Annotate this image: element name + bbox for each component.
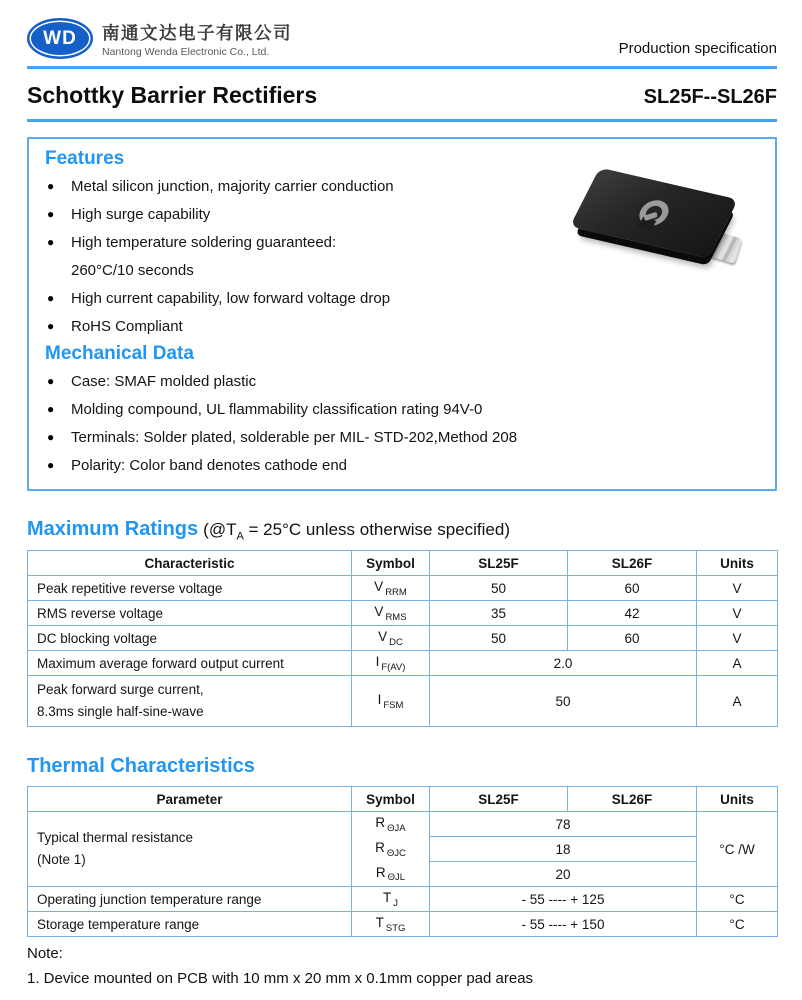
- company-names: [102, 20, 292, 58]
- table-row: [28, 576, 778, 601]
- feature-text: RoHS Compliant: [71, 317, 183, 335]
- col-symbol: Symbol: [352, 787, 430, 812]
- cell-units: A: [697, 676, 778, 727]
- col-units: Units: [697, 787, 778, 812]
- cell-symbol: T $_J$: [352, 887, 430, 912]
- datasheet-page: [27, 0, 777, 991]
- divider-rule-top: [27, 66, 777, 69]
- mechanical-text: Polarity: Color band denotes cathode end: [71, 456, 348, 474]
- table-row: [28, 887, 778, 912]
- table-header-row: [28, 787, 778, 812]
- col-sl25f: SL25F: [430, 551, 568, 576]
- features-box: [27, 137, 777, 491]
- table-row: [28, 812, 778, 837]
- table-row: [28, 601, 778, 626]
- cell-symbol: I $_{FSM}$: [352, 676, 430, 727]
- cell-parameter: Typical thermal resistance (Note 1): [28, 812, 352, 887]
- thermal-characteristics-heading: Thermal Characteristics: [27, 755, 255, 778]
- table-row: [28, 626, 778, 651]
- cell-symbol: T $_{STG}$: [352, 912, 430, 937]
- mechanical-text: Case: SMAF molded plastic: [71, 372, 257, 390]
- bullet-icon: ●: [47, 235, 55, 249]
- cell-value-span: - 55 ---- + 125: [430, 887, 697, 912]
- company-name-english: Nantong Wenda Electronic Co., Ltd.: [102, 45, 270, 58]
- cell-symbol: V $_{RRM}$: [352, 576, 430, 601]
- features-heading: Features: [45, 148, 125, 169]
- cell-symbol: R $_{\Theta JA}$: [352, 812, 430, 837]
- cell-units: A: [697, 651, 778, 676]
- note-title: Note:: [27, 945, 63, 963]
- cell-sl26f: 60: [568, 626, 697, 651]
- bullet-icon: ●: [47, 291, 55, 305]
- col-characteristic: Characteristic: [28, 551, 352, 576]
- cell-units: °C: [697, 887, 778, 912]
- mechanical-item: [45, 423, 775, 451]
- table-header-row: [28, 551, 778, 576]
- bullet-icon: ●: [47, 374, 55, 388]
- cell-value-span: 50: [430, 676, 697, 727]
- mechanical-item: [45, 367, 775, 395]
- cell-value-span: - 55 ---- + 150: [430, 912, 697, 937]
- wd-logo-icon: WD: [27, 18, 93, 59]
- col-parameter: Parameter: [28, 787, 352, 812]
- bullet-icon: ●: [47, 319, 55, 333]
- maximum-ratings-heading: [27, 518, 777, 542]
- spec-label: Production specification: [618, 40, 777, 57]
- cell-symbol: R $_{\Theta JC}$: [352, 837, 430, 862]
- cell-value-span: 18: [430, 837, 697, 862]
- brand-mark-icon: [637, 196, 671, 229]
- feature-item: [45, 312, 775, 340]
- company-logo: [27, 18, 292, 59]
- cell-characteristic: Maximum average forward output current: [28, 651, 352, 676]
- cell-units: V: [697, 601, 778, 626]
- cell-units: °C /W: [697, 812, 778, 887]
- package-top-face: [570, 168, 738, 259]
- title-row: [27, 82, 777, 109]
- col-sl25f: SL25F: [430, 787, 568, 812]
- feature-text: High surge capability: [71, 205, 211, 223]
- cell-sl26f: 42: [568, 601, 697, 626]
- cell-characteristic: DC blocking voltage: [28, 626, 352, 651]
- feature-text: Metal silicon junction, majority carrier conduction: [71, 177, 394, 195]
- smaf-package-image: [571, 157, 761, 285]
- cell-units: V: [697, 576, 778, 601]
- cell-value-span: 2.0: [430, 651, 697, 676]
- cell-sl26f: 60: [568, 576, 697, 601]
- divider-rule-title: [27, 119, 777, 122]
- thermal-characteristics-table: [27, 786, 778, 937]
- mechanical-text: Terminals: Solder plated, solderable per MIL- STD-202,Method 208: [71, 428, 518, 446]
- cell-symbol: V $_{RMS}$: [352, 601, 430, 626]
- cell-symbol: R $_{\Theta JL}$: [352, 862, 430, 887]
- package-body: [570, 168, 738, 259]
- cell-parameter: Operating junction temperature range: [28, 887, 352, 912]
- mechanical-data-heading: Mechanical Data: [45, 343, 194, 364]
- maximum-ratings-title: Maximum Ratings: [27, 518, 199, 540]
- feature-item: [45, 284, 775, 312]
- cell-characteristic: Peak repetitive reverse voltage: [28, 576, 352, 601]
- table-row: [28, 912, 778, 937]
- cell-sl25f: 35: [430, 601, 568, 626]
- table-row: [28, 651, 778, 676]
- mechanical-text: Molding compound, UL flammability classification rating 94V-0: [71, 400, 483, 418]
- table-row: [28, 676, 778, 727]
- col-sl26f: SL26F: [568, 551, 697, 576]
- ratings-condition: ($@T_A = 25^\circ C$ unless otherwise specified): [203, 520, 510, 543]
- bullet-icon: ●: [47, 430, 55, 444]
- cell-sl25f: 50: [430, 576, 568, 601]
- page-title: Schottky Barrier Rectifiers: [27, 82, 318, 108]
- col-units: Units: [697, 551, 778, 576]
- bullet-icon: ●: [47, 179, 55, 193]
- cell-symbol: I $_{F(AV)}$: [352, 651, 430, 676]
- feature-text: High temperature soldering guaranteed:: [71, 233, 337, 251]
- bullet-icon: ●: [47, 402, 55, 416]
- cell-units: V: [697, 626, 778, 651]
- cell-symbol: V $_{DC}$: [352, 626, 430, 651]
- feature-text: 260°C/10 seconds: [71, 261, 194, 279]
- cell-value-span: 78: [430, 812, 697, 837]
- part-number-range: SL25F--SL26F: [643, 86, 777, 108]
- note-item: 1. Device mounted on PCB with 10 mm x 20 mm x 0.1mm copper pad areas: [27, 970, 534, 988]
- company-name-chinese: 南通文达电子有限公司: [102, 22, 292, 43]
- mechanical-item: [45, 395, 775, 423]
- feature-text: High current capability, low forward voltage drop: [71, 289, 391, 307]
- col-symbol: Symbol: [352, 551, 430, 576]
- cell-characteristic: Peak forward surge current, 8.3ms single half-sine-wave: [28, 676, 352, 727]
- mechanical-item: [45, 451, 775, 479]
- header: [27, 18, 777, 59]
- cell-sl25f: 50: [430, 626, 568, 651]
- bullet-icon: ●: [47, 207, 55, 221]
- cell-characteristic: RMS reverse voltage: [28, 601, 352, 626]
- maximum-ratings-table: [27, 550, 778, 727]
- bullet-icon: ●: [47, 458, 55, 472]
- cell-value-span: 20: [430, 862, 697, 887]
- note-section: [27, 941, 777, 991]
- cell-units: °C: [697, 912, 778, 937]
- col-sl26f: SL26F: [568, 787, 697, 812]
- cell-parameter: Storage temperature range: [28, 912, 352, 937]
